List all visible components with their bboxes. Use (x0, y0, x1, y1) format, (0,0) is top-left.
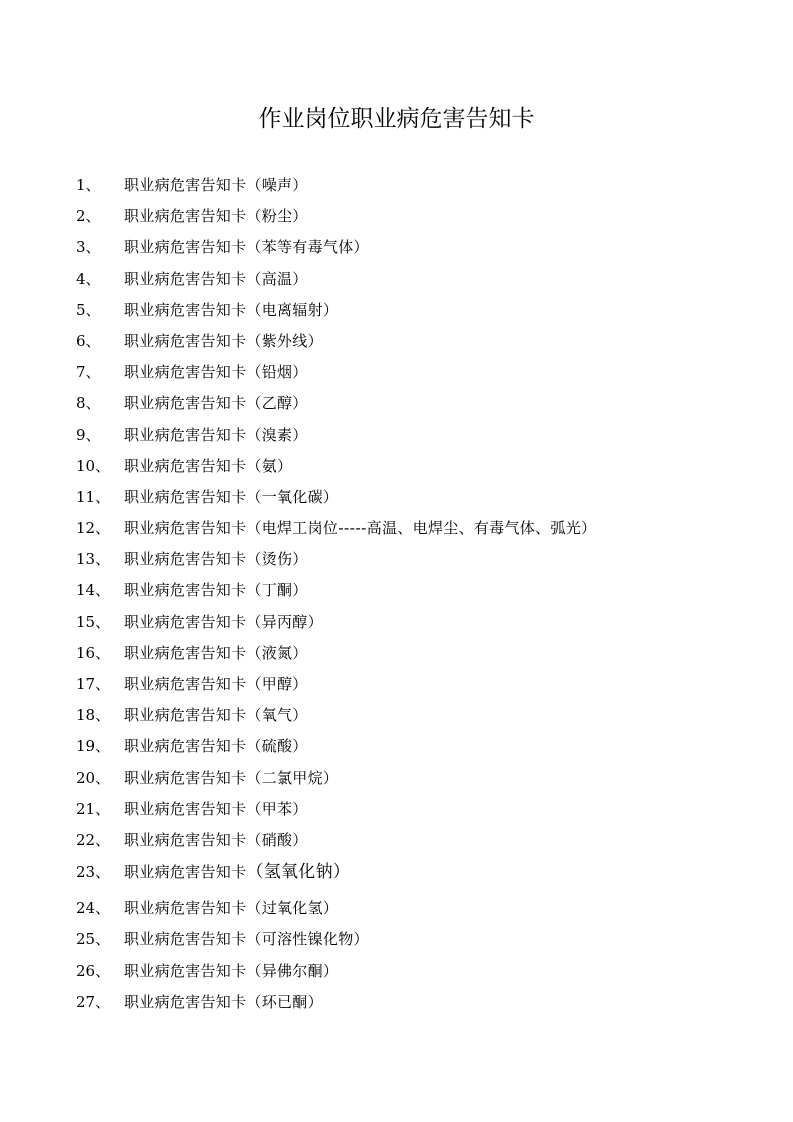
item-number: 2、 (76, 207, 101, 226)
list-item (0, 858, 793, 895)
item-number: 13、 (76, 550, 111, 569)
item-number: 20、 (76, 768, 111, 787)
item-text: 职业病危害告知卡（环已酮） (124, 992, 323, 1011)
item-number: 22、 (76, 830, 111, 849)
item-text: 职业病危害告知卡（甲苯） (124, 799, 308, 818)
list-item (0, 958, 793, 989)
item-number: 12、 (76, 519, 111, 538)
item-text: 职业病危害告知卡（电离辐射） (124, 300, 339, 319)
item-text: 职业病危害告知卡（紫外线） (124, 331, 323, 350)
item-text: 职业病危害告知卡（粉尘） (124, 207, 308, 226)
item-text: 职业病危害告知卡（电焊工岗位-----高温、电焊尘、有毒气体、弧光） (124, 519, 597, 538)
item-text (124, 858, 350, 887)
item-number: 26、 (76, 961, 111, 980)
item-number: 25、 (76, 930, 111, 949)
list-item (0, 796, 793, 827)
item-text: 职业病危害告知卡（烫伤） (124, 550, 308, 569)
item-text: 职业病危害告知卡（高温） (124, 269, 308, 288)
list-item (0, 297, 793, 328)
item-text: 职业病危害告知卡（可溶性镍化物） (124, 930, 369, 949)
item-text-extra: （氢氧化钠） (246, 862, 351, 883)
item-text: 职业病危害告知卡（一氧化碳） (124, 487, 339, 506)
item-text: 职业病危害告知卡（丁酮） (124, 581, 308, 600)
item-text-main: 职业病危害告知卡 (124, 863, 247, 882)
item-text: 职业病危害告知卡（二氯甲烷） (124, 768, 339, 787)
item-number: 11、 (76, 487, 111, 506)
item-text: 职业病危害告知卡（氧气） (124, 706, 308, 725)
item-number: 27、 (76, 992, 111, 1011)
item-number: 3、 (76, 238, 101, 257)
list-item (0, 765, 793, 796)
item-number: 4、 (76, 269, 101, 288)
list-item (0, 926, 793, 957)
item-text: 职业病危害告知卡（液氮） (124, 643, 308, 662)
item-number: 19、 (76, 737, 111, 756)
list-item (0, 515, 793, 546)
list-item (0, 989, 793, 1020)
item-number: 8、 (76, 394, 101, 413)
item-text: 职业病危害告知卡（硫酸） (124, 737, 308, 756)
item-number: 23、 (76, 863, 111, 882)
item-number: 10、 (76, 456, 111, 475)
list-item (0, 422, 793, 453)
item-text: 职业病危害告知卡（乙醇） (124, 394, 308, 413)
item-text: 职业病危害告知卡（噪声） (124, 176, 308, 194)
list-item (0, 234, 793, 265)
item-number: 24、 (76, 899, 111, 918)
item-text: 职业病危害告知卡（甲醇） (124, 675, 308, 693)
list-item (0, 827, 793, 858)
list-item (0, 609, 793, 640)
list-item (0, 640, 793, 671)
item-text: 职业病危害告知卡（氨） (124, 456, 293, 475)
list-item (0, 895, 793, 926)
item-text: 职业病危害告知卡（异佛尔酮） (124, 961, 339, 980)
item-number: 6、 (76, 331, 101, 350)
list-item (0, 453, 793, 484)
item-number: 15、 (76, 612, 111, 631)
list-item (0, 203, 793, 234)
list-item (0, 484, 793, 515)
item-number: 9、 (76, 425, 101, 444)
item-text: 职业病危害告知卡（异丙醇） (124, 612, 323, 631)
item-text: 职业病危害告知卡（硝酸） (124, 830, 308, 849)
list-item (0, 577, 793, 608)
item-number: 18、 (76, 706, 111, 725)
item-number: 7、 (76, 363, 101, 382)
item-number: 21、 (76, 799, 111, 818)
list-item (0, 671, 793, 702)
page-title: 作业岗位职业病危害告知卡 (258, 106, 535, 132)
list-item (0, 328, 793, 359)
item-text: 职业病危害告知卡（苯等有毒气体） (124, 238, 369, 257)
item-number: 1、 (76, 176, 101, 194)
item-text: 职业病危害告知卡（过氧化氢） (124, 899, 339, 918)
list-item (0, 546, 793, 577)
list-item (0, 172, 793, 203)
list-item (0, 266, 793, 297)
item-number: 16、 (76, 643, 111, 662)
item-text: 职业病危害告知卡（溴素） (124, 425, 308, 444)
item-text: 职业病危害告知卡（铅烟） (124, 363, 308, 382)
list-item (0, 359, 793, 390)
list-item (0, 702, 793, 733)
item-number: 14、 (76, 581, 111, 600)
list-item (0, 733, 793, 764)
hazard-card-list (0, 172, 793, 1020)
item-number: 5、 (76, 300, 101, 319)
list-item (0, 390, 793, 421)
item-number: 17、 (76, 675, 111, 693)
